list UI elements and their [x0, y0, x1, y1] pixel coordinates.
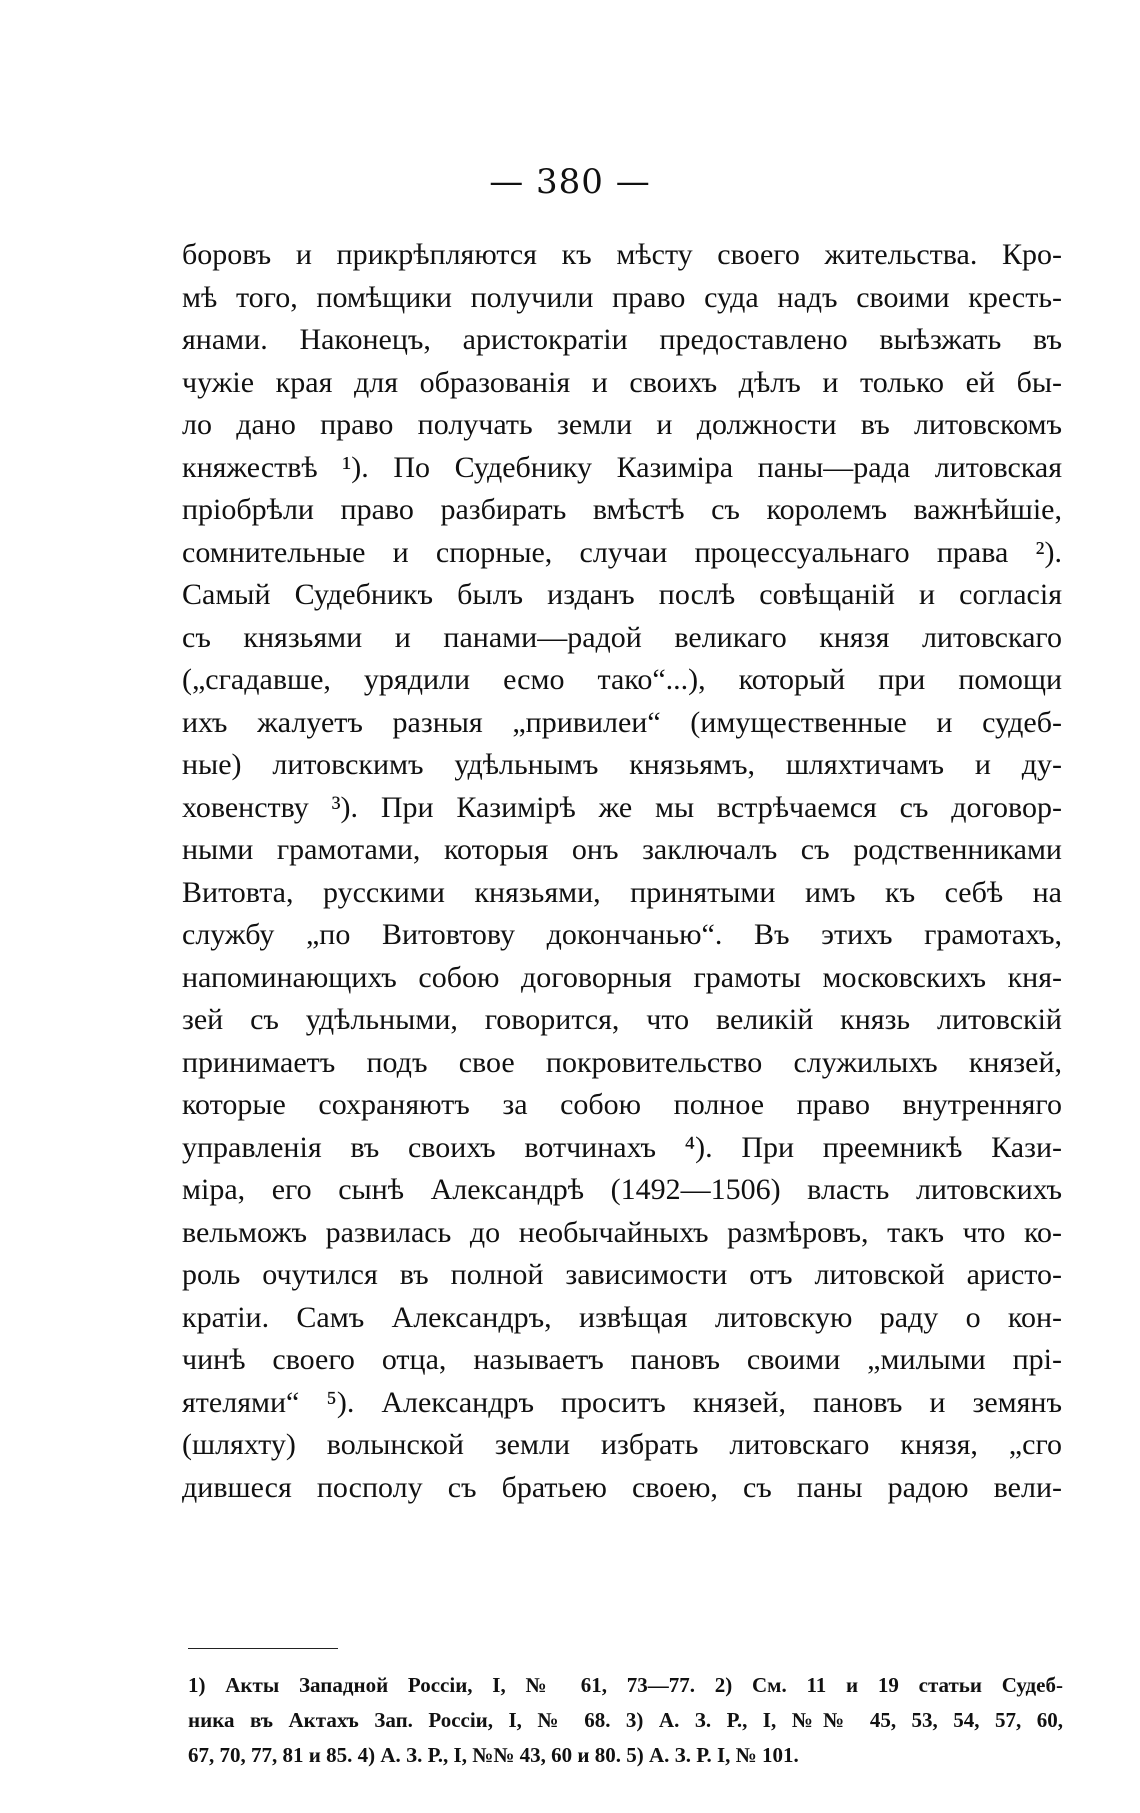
text-line: чужіе края для образованія и своихъ дѣлъ и только ей бы- — [182, 365, 1062, 399]
text-line: Витовта, русскими князьями, принятыми имъ къ себѣ на — [182, 875, 1062, 909]
text-line: пріобрѣли право разбирать вмѣстѣ съ королемъ важнѣйшіе, — [182, 493, 1062, 526]
text-line: (шляхту) волынской земли избрать литовскаго князя, „сго — [182, 1428, 1062, 1461]
body-text — [182, 234, 1062, 1509]
text-line: ховенству ³). При Казимірѣ же мы встрѣчаемся съ договор- — [182, 790, 1062, 824]
text-line: которые сохраняютъ за собою полное право внутренняго — [182, 1088, 1062, 1121]
text-line: ными грамотами, которыя онъ заключалъ съ родственниками — [182, 833, 1062, 866]
text-line: („сгадавше, урядили есмо тако“...), который при помощи — [182, 663, 1062, 696]
text-line: міра, его сынѣ Александрѣ (1492—1506) власть литовскихъ — [182, 1173, 1062, 1206]
text-line: съ князьями и панами—радой великаго князя литовскаго — [182, 620, 1062, 654]
footnote-line: 67, 70, 77, 81 и 85. 4) А. З. Р., I, №№ 43, 60 и 80. 5) А. З. Р. I, № 101. — [188, 1743, 799, 1767]
text-line: мѣ того, помѣщики получили право суда надъ своими кресть- — [182, 280, 1062, 314]
text-line: княжествѣ ¹). По Судебнику Казиміра паны—рада литовская — [182, 450, 1062, 484]
text-line: Самый Судебникъ былъ изданъ послѣ совѣщаній и согласія — [182, 578, 1062, 611]
text-line: янами. Наконецъ, аристократіи предоставлено выѣзжать въ — [182, 323, 1062, 356]
footnote-line: ника въ Актахъ Зап. Россіи, I, № 68. 3) А. З. Р., I, №№ 45, 53, 54, 57, 60, — [188, 1708, 1063, 1732]
text-line: кратіи. Самъ Александръ, извѣщая литовскую раду о кон- — [182, 1300, 1062, 1334]
text-line: чинѣ своего отца, называетъ пановъ своими „милыми прі- — [182, 1343, 1062, 1376]
text-line: дившеся посполу съ братьею своею, съ паны радою вели- — [182, 1470, 1062, 1504]
text-line: ло дано право получать земли и должности въ литовскомъ — [182, 408, 1062, 441]
text-line: ные) литовскимъ удѣльнымъ князьямъ, шляхтичамъ и ду- — [182, 748, 1062, 781]
text-line: ихъ жалуетъ разныя „привилеи“ (имущественные и судеб- — [182, 705, 1062, 739]
page-number: — 380 — — [489, 162, 651, 202]
text-line: сомнительные и спорные, случаи процессуальнаго права ²). — [182, 535, 1062, 569]
text-line: управленія въ своихъ вотчинахъ ⁴). При преемникѣ Кази- — [182, 1130, 1062, 1164]
text-line: зей съ удѣльными, говорится, что великій князь литовскій — [182, 1003, 1062, 1036]
text-line: боровъ и прикрѣпляются къ мѣсту своего жительства. Кро- — [182, 238, 1062, 271]
text-line: службу „по Витовтову докончанью“. Въ этихъ грамотахъ, — [182, 918, 1062, 951]
text-line: принимаетъ подъ свое покровительство служилыхъ князей, — [182, 1045, 1062, 1079]
text-line: вельможъ развилась до необычайныхъ размѣровъ, такъ что ко- — [182, 1215, 1062, 1249]
text-line: напоминающихъ собою договорныя грамоты московскихъ кня- — [182, 960, 1062, 994]
footnote-divider — [188, 1648, 338, 1649]
text-line: ятелями“ ⁵). Александръ проситъ князей, пановъ и земянъ — [182, 1385, 1062, 1419]
footnote-line: 1) Акты Западной Россіи, I, № 61, 73—77. 2) См. 11 и 19 статьи Судеб- — [188, 1673, 1063, 1697]
footnotes — [188, 1668, 1063, 1773]
text-line: роль очутился въ полной зависимости отъ литовской аристо- — [182, 1258, 1062, 1291]
